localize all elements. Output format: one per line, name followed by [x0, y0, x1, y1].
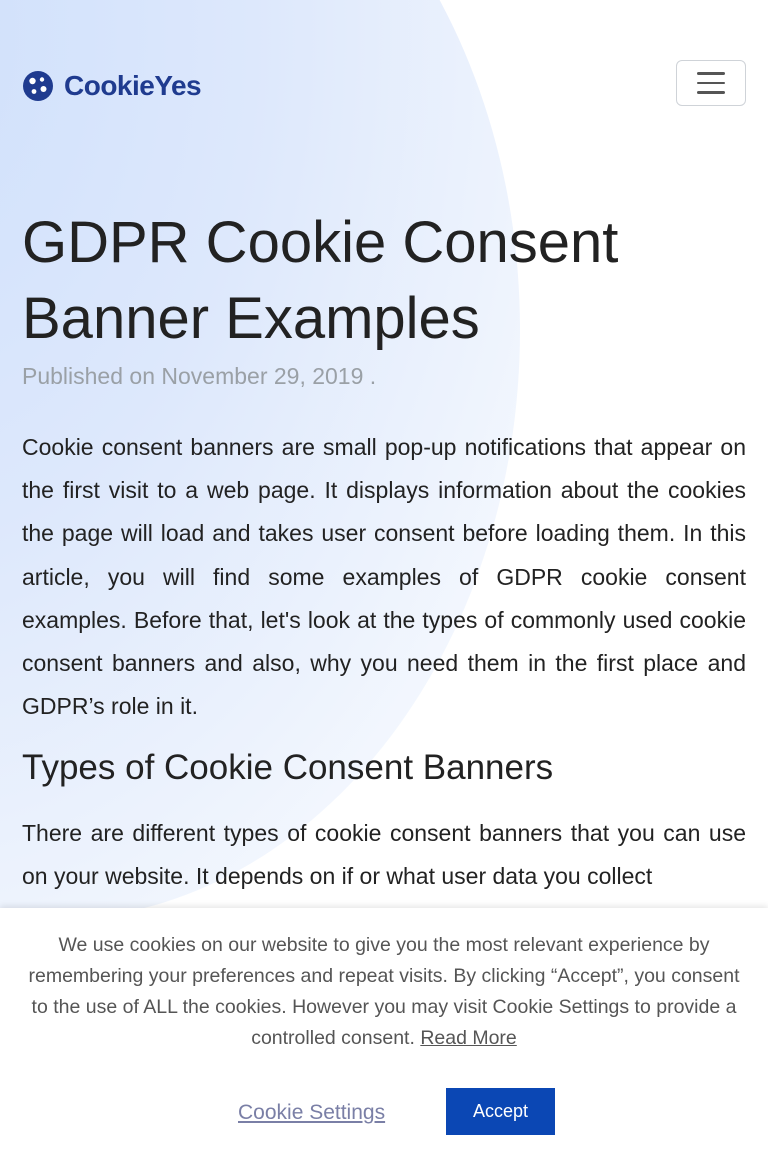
- publish-date: Published on November 29, 2019 .: [22, 363, 377, 389]
- brand-name: CookieYes: [64, 70, 202, 101]
- article-title: GDPR Cookie Consent Banner Examples: [22, 210, 619, 351]
- accept-button[interactable]: Accept: [446, 1088, 555, 1135]
- section-heading: Types of Cookie Consent Banners: [22, 748, 554, 787]
- menu-toggle-button[interactable]: [676, 60, 746, 106]
- cookie-message: [20, 930, 748, 1054]
- site-header: [22, 60, 746, 110]
- read-more-link[interactable]: Read More: [420, 1027, 517, 1049]
- cookie-logo-icon: [22, 70, 54, 102]
- cookie-consent-banner: [0, 908, 768, 1155]
- cookie-settings-link[interactable]: Cookie Settings: [238, 1101, 386, 1124]
- section-text: There are different types of cookie consent banners that you can use on your website. It depends on if or what user data you collect: [22, 820, 746, 890]
- cookie-message-text: We use cookies on our website to give you the most relevant experience by remembering your preferences and repeat visits. By clicking “Accept”, you consent to the use of ALL the cookies. However you may visit Cookie Settings to provide a controlled consent.: [28, 934, 740, 1049]
- logo[interactable]: [22, 70, 201, 102]
- article-intro: Cookie consent banners are small pop-up notifications that appear on the first visit to a web page. It displays information about the cookies the page will load and takes user consent before loading them. In this article, you will find some examples of GDPR cookie consent examples. Before that, let's look at the types of commonly used cookie consent banners and also, why you need them in the first place and GDPR’s role in it.: [22, 434, 746, 720]
- hamburger-menu-icon: [697, 72, 725, 75]
